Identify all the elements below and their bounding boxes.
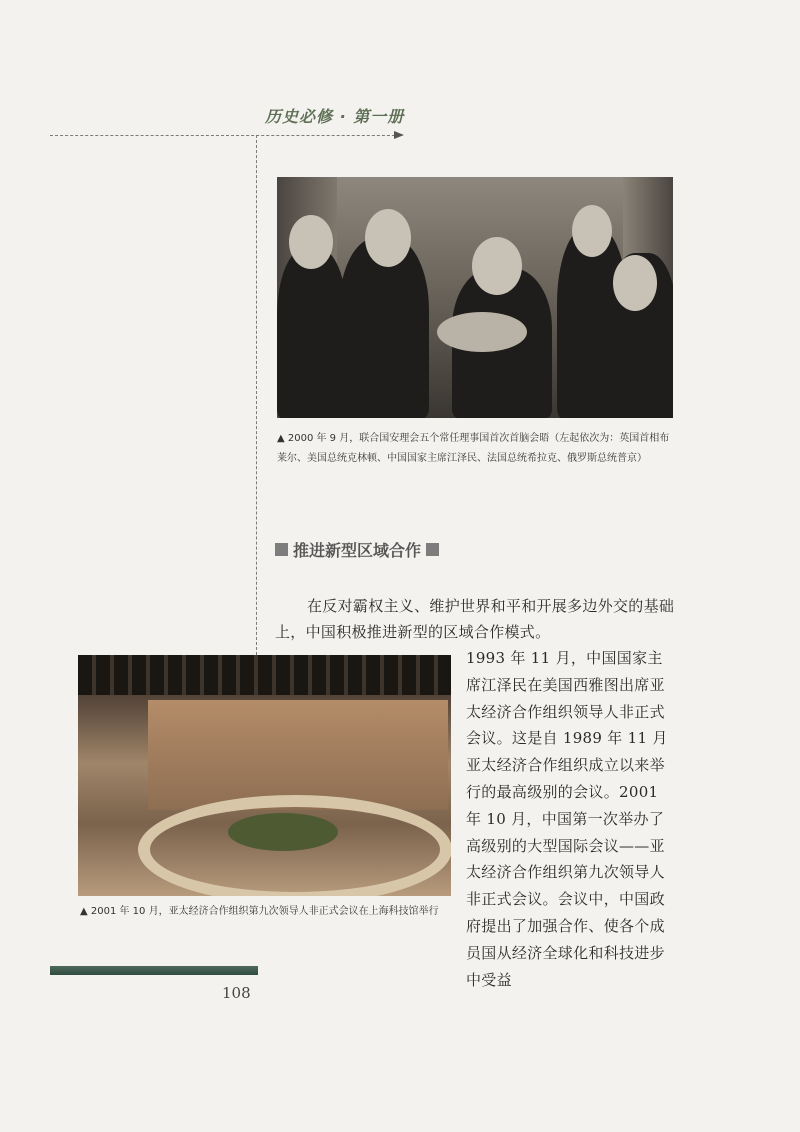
photo-apec-meeting bbox=[78, 655, 451, 896]
person-2-head bbox=[365, 209, 411, 267]
person-5-head bbox=[613, 255, 657, 311]
header-dashed-rule bbox=[50, 135, 400, 136]
header-arrow-icon bbox=[394, 131, 404, 139]
footer-bar bbox=[50, 966, 258, 975]
ceiling-lights bbox=[78, 655, 451, 695]
heading-square-left-icon bbox=[275, 543, 288, 556]
heading-square-right-icon bbox=[426, 543, 439, 556]
figure2-caption: ▲ 2001 年 10 月，亚太经济合作组织第九次领导人非正式会议在上海科技馆举行 bbox=[80, 906, 439, 917]
flower-centerpiece bbox=[228, 813, 338, 851]
person-4-head bbox=[572, 205, 612, 257]
back-wall bbox=[148, 700, 448, 810]
section-heading bbox=[275, 538, 439, 561]
person-3-head bbox=[472, 237, 522, 295]
person-1 bbox=[277, 248, 347, 418]
page-number: 108 bbox=[222, 984, 251, 1002]
running-title: 历史必修 · 第一册 bbox=[265, 107, 405, 126]
section-heading-text: 推进新型区域合作 bbox=[293, 541, 422, 560]
body-paragraph-1: 在反对霸权主义、维护世界和平和开展多边外交的基础上，中国积极推进新型的区域合作模式。 bbox=[275, 597, 675, 641]
photo-leaders-summit bbox=[277, 177, 673, 418]
figure1-caption: ▲ 2000 年 9 月，联合国安理会五个常任理事国首次首脑会晤（左起依次为：英国首相布莱尔、美国总统克林顿、中国国家主席江泽民、法国总统希拉克、俄罗斯总统普京） bbox=[277, 433, 670, 464]
vertical-dashed-rule bbox=[256, 135, 257, 655]
person-1-head bbox=[289, 215, 333, 269]
joined-hands bbox=[437, 312, 527, 352]
body-paragraph-2: 1993 年 11 月，中国国家主席江泽民在美国西雅图出席亚太经济合作组织领导人非正式会议。这是自 1989 年 11 月亚太经济合作组织成立以来举行的最高级别的会议。2001 年 10 月，中国第一次举办了高级别的大型国际会议——亚太经济合作组织第九次领导人非正式会议。会议中，中国政府提出了加强合作、使各个成员国从经济全球化和科技进步中受益 bbox=[466, 649, 668, 989]
